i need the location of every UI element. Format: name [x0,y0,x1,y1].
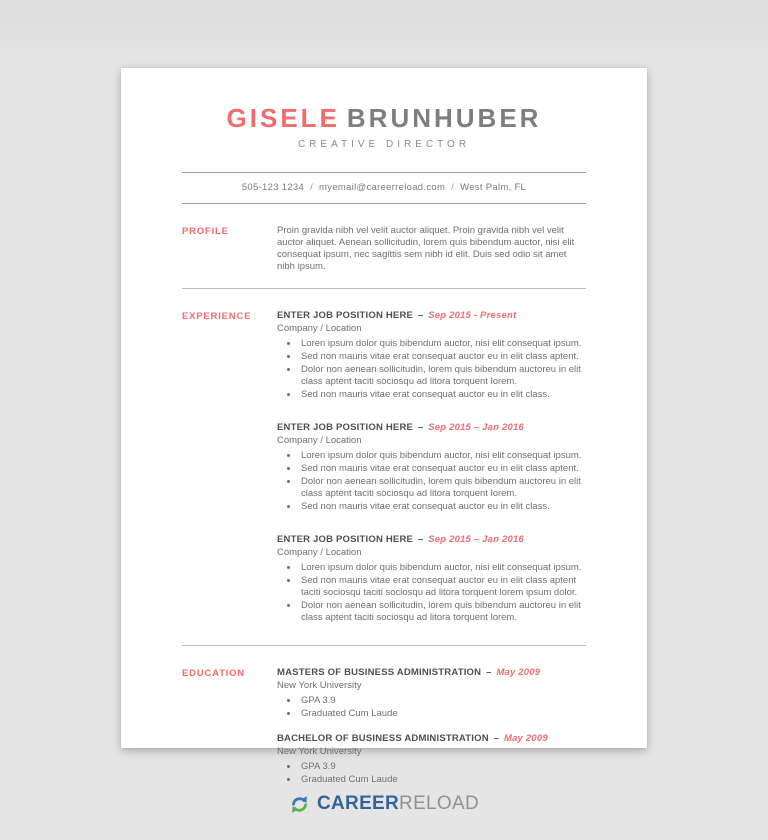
job-title-line [277,310,586,322]
candidate-job-title: CREATIVE DIRECTOR [297,139,471,150]
contact-separator: / [451,182,455,193]
brand-wordmark [317,793,479,815]
email-address: myemail@careerreload.com [319,182,446,193]
job-bullet: • Dolor non aenean sollicitudin, lorem quis bibendum auctoreu in elit class aptent taciti sociosqu ad litora torquent lorem. [299,364,586,388]
experience-entry [277,422,586,513]
education-entry [277,667,586,720]
degree-title-line [277,733,586,745]
title-date-dash: – [417,310,424,321]
experience-section-divider [182,645,586,646]
job-position: ENTER JOB POSITION HERE [277,310,414,321]
job-bullet-list [277,450,586,513]
job-bullet: • Loren ipsum dolor quis bibendum auctor, nisi elit consequat ipsum. [299,562,586,574]
job-position: ENTER JOB POSITION HERE [277,534,414,545]
degree-title-line [277,667,586,679]
job-date-range: Sep 2015 - Present [428,310,517,321]
job-bullet-list [277,562,586,624]
company-location: Company / Location [277,435,362,446]
title-date-dash: – [417,422,424,433]
profile-section [182,225,586,273]
job-date-range: Sep 2015 – Jan 2016 [428,534,524,545]
education-bullet: • GPA 3.9 [299,695,586,707]
candidate-last-name: BRUNHUBER [346,103,542,133]
job-bullet: • Sed non mauris vitae erat consequat auctor eu in elit class aptent taciti sociosqu taciti sociosqu ad litora torquent lorem ipsum dolor. [299,575,586,599]
profile-section-label: PROFILE [182,226,229,237]
job-bullet-list [277,338,586,401]
experience-entry [277,534,586,624]
career-reload-logo[interactable] [0,787,768,821]
job-title-line [277,534,586,546]
contact-separator: / [310,182,314,193]
header-divider-bottom [182,203,586,204]
education-bullet: • Graduated Cum Laude [299,708,586,720]
education-bullet: • Graduated Cum Laude [299,774,586,786]
education-bullet: • GPA 3.9 [299,761,586,773]
job-bullet: • Sed non mauris vitae erat consequat auctor eu in elit class. [299,389,586,401]
brand-wordmark-career: CAREER [317,793,400,814]
job-bullet: • Loren ipsum dolor quis bibendum auctor, nisi elit consequat ipsum. [299,450,586,462]
candidate-name [182,103,586,133]
degree-name: MASTERS OF BUSINESS ADMINISTRATION [277,667,482,678]
job-bullet: • Loren ipsum dolor quis bibendum auctor, nisi elit consequat ipsum. [299,338,586,350]
title-date-dash: – [417,534,424,545]
profile-summary-text: Proin gravida nibh vel velit auctor aliquet. Proin gravida nibh vel velit auctor aliquet. Aenean sollicitudin, lorem quis bibendum auctor, nisi elit consequat ipsum, nec sagittis sem nibh id elit. Duis sed odio sit amet nibh ipsum. [277,225,575,272]
job-title-line [277,422,586,434]
education-bullet-list [277,695,586,720]
resume-document-page [121,68,647,785]
job-date-range: Sep 2015 – Jan 2016 [428,422,524,433]
education-bullet-list [277,761,586,786]
education-section-label: EDUCATION [182,668,245,679]
education-section [182,667,586,799]
degree-name: BACHELOR OF BUSINESS ADMINISTRATION [277,733,489,744]
job-bullet: • Dolor non aenean sollicitudin, lorem quis bibendum auctoreu in elit class aptent taciti sociosqu ad litora torquent lorem. [299,600,586,624]
title-date-dash: – [493,733,500,744]
degree-date: May 2009 [496,667,541,678]
school-name: New York University [277,680,362,691]
company-location: Company / Location [277,323,362,334]
experience-section-label: EXPERIENCE [182,311,252,322]
phone-number: 505-123 1234 [241,182,305,193]
company-location: Company / Location [277,547,362,558]
education-entry [277,733,586,786]
contact-line [182,173,586,203]
profile-section-divider [182,288,586,289]
experience-entry [277,310,586,401]
job-bullet: • Sed non mauris vitae erat consequat auctor eu in elit class aptent. [299,351,586,363]
job-position: ENTER JOB POSITION HERE [277,422,414,433]
job-bullet: • Dolor non aenean sollicitudin, lorem quis bibendum auctoreu in elit class aptent taciti sociosqu ad litora torquent lorem. [299,476,586,500]
brand-wordmark-reload: RELOAD [399,793,479,814]
candidate-first-name: GISELE [226,103,340,133]
title-date-dash: – [486,667,492,678]
reload-sync-arrows-icon [289,794,310,815]
degree-date: May 2009 [503,733,548,744]
job-bullet: • Sed non mauris vitae erat consequat auctor eu in elit class. [299,501,586,513]
location-text: West Palm, FL [460,182,527,193]
school-name: New York University [277,746,362,757]
experience-section [182,310,586,645]
job-bullet: • Sed non mauris vitae erat consequat auctor eu in elit class aptent. [299,463,586,475]
